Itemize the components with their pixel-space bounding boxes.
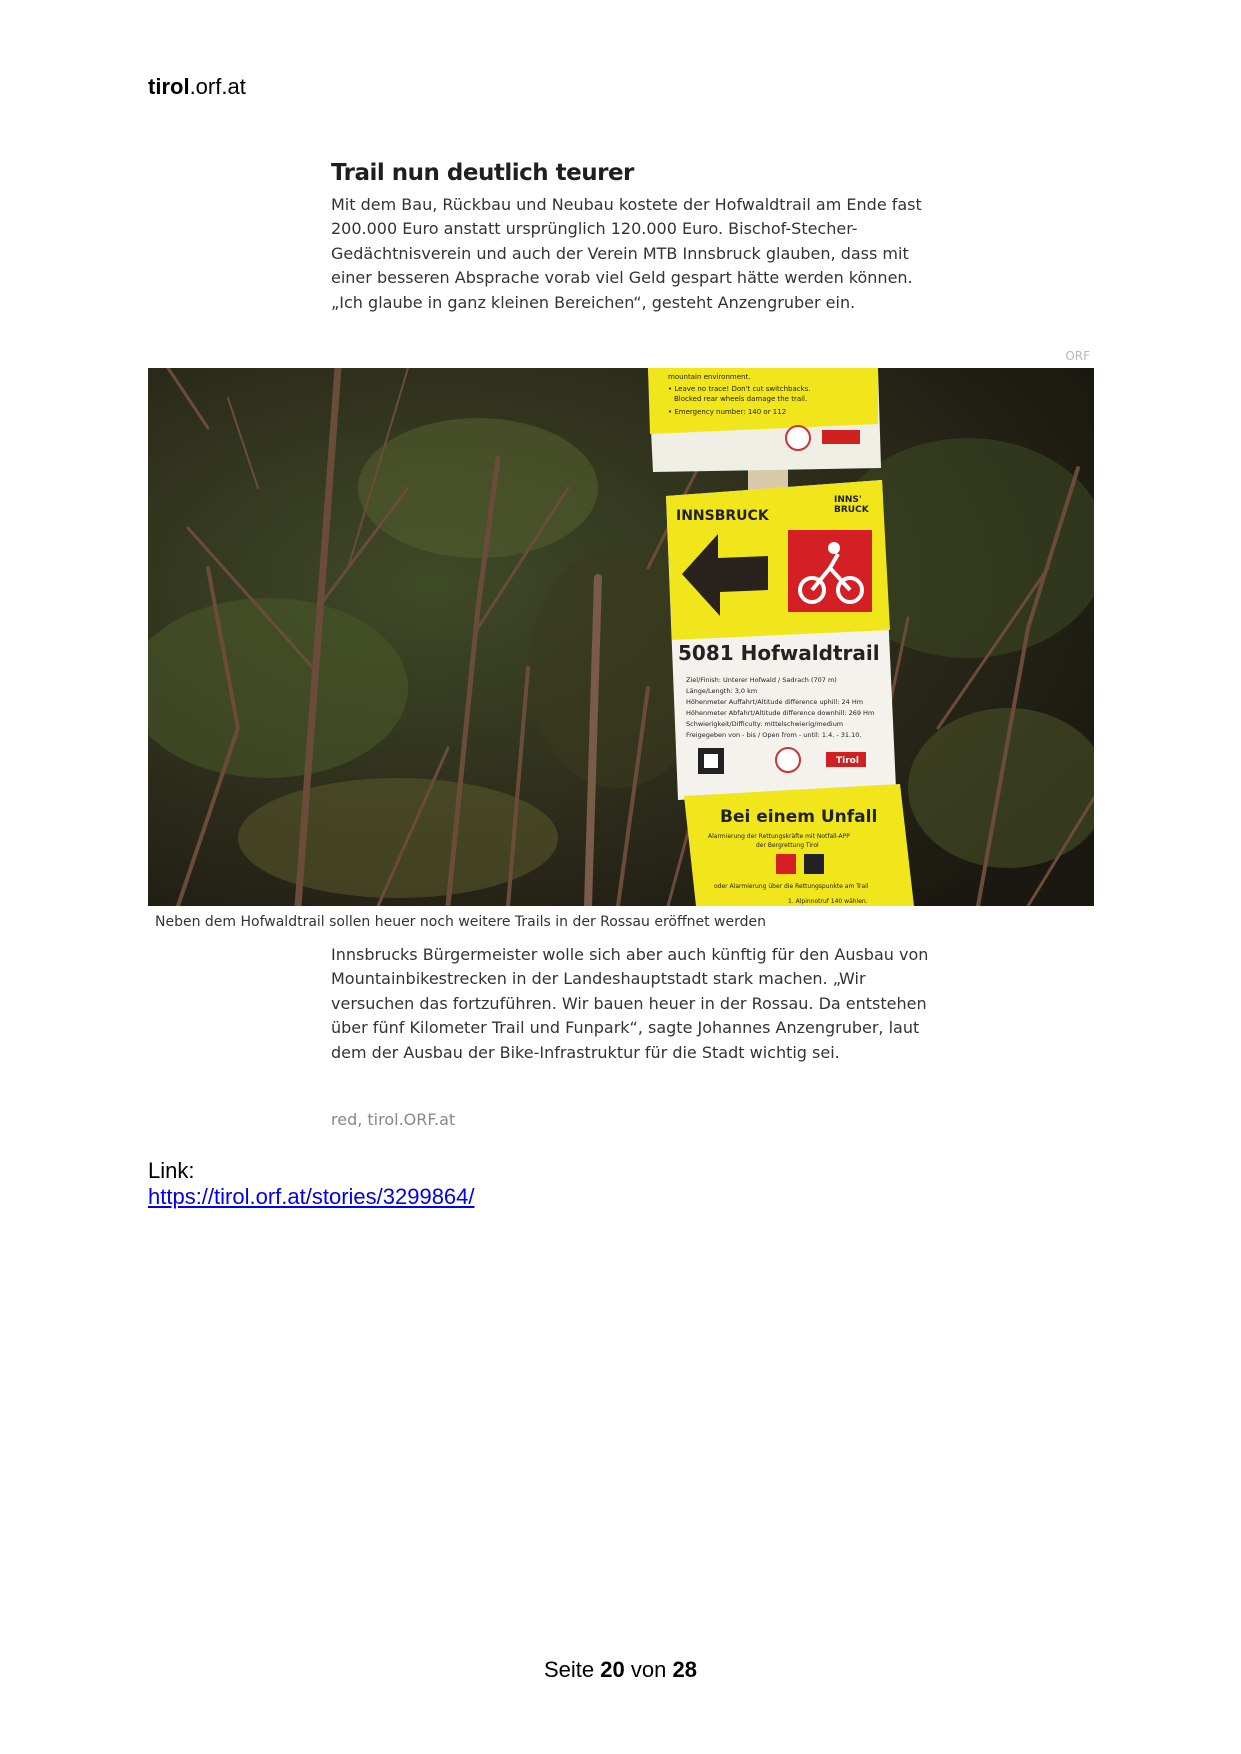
link-label: Link: [148,1158,195,1183]
sign-city: INNSBRUCK [676,508,769,524]
sign-info-3: Höhenmeter Auffahrt/Altitude difference uphill: 24 Hm [686,698,864,706]
accident-sign [684,784,914,906]
sign-info-4: Höhenmeter Abfahrt/Altitude difference downhill: 269 Hm [686,709,875,717]
site-name-domain: .orf.at [189,74,246,99]
footer-total-pages: 28 [672,1657,697,1682]
trail-sign-photo [148,368,1094,906]
article-link[interactable]: https://tirol.orf.at/stories/3299864/ [148,1184,475,1209]
top-sign-line-2: • Leave no trace! Don't cut switchbacks. [668,385,811,393]
footer-prefix: Seite [544,1657,595,1682]
sign-info-6: Freigegeben von - bis / Open from - until: 1.4. - 31.10. [686,731,862,739]
tirol-logo-text: Tirol [836,756,859,766]
image-credit: ORF [1065,349,1090,363]
sign-trail-title: 5081 Hofwaldtrail [678,641,880,665]
article-photo [148,368,1094,906]
sign-info-5: Schwierigkeit/Difficulty: mittelschwierig/medium [686,720,844,728]
accident-title: Bei einem Unfall [720,807,878,827]
top-sign-line-3: Blocked rear wheels damage the trail. [674,395,808,403]
sign-logo-line-2: BRUCK [834,505,869,515]
top-sign-line-1: mountain environment. [668,373,751,381]
accident-qr-icon [804,854,824,874]
accident-line-1: Alarmierung der Rettungskräfte mit Notfall-APP [708,833,850,840]
article-headline: Trail nun deutlich teurer [331,160,634,186]
top-sign-line-4: • Emergency number: 140 or 112 [668,408,787,416]
site-name-bold: tirol [148,74,190,99]
page-footer [0,1657,1241,1683]
sign-info-1: Ziel/Finish: Unterer Hofwald / Sadrach (707 m) [686,676,837,684]
footer-middle: von [630,1657,667,1682]
accident-line-4: 1. Alpinnotruf 140 wählen. [788,898,868,905]
image-caption: Neben dem Hofwaldtrail sollen heuer noch weitere Trails in der Rossau eröffnet werden [155,914,766,930]
site-header [148,74,246,100]
footer-current-page: 20 [600,1657,625,1682]
accident-line-2: der Bergrettung Tirol [756,842,819,849]
sign-logo-line-1: INNS' [834,495,862,505]
article-source: red, tirol.ORF.at [331,1110,456,1129]
article-paragraph-1: Mit dem Bau, Rückbau und Neubau kostete der Hofwaldtrail am Ende fast 200.000 Euro anstatt ursprünglich 120.000 Euro. Bischof-Stecher-Gedächtnisverein und auch der Verein MTB Innsbruck glauben, dass mit einer besseren Absprache vorab viel Geld gespart hätte werden können. „Ich glaube in ganz kleinen Bereichen“, gesteht Anzengruber ein. [331,195,922,312]
top-sign [648,368,881,472]
article-paragraph-2: Innsbrucks Bürgermeister wolle sich aber auch künftig für den Ausbau von Mountainbikestrecken in der Landeshauptstadt stark machen. „Wir versuchen das fortzuführen. Wir bauen heuer in der Rossau. Da entstehen über fünf Kilometer Trail und Funpark“, sagte Johannes Anzengruber, laut dem der Ausbau der Bike-Infrastruktur für die Stadt wichtig sei. [331,945,929,1062]
accident-line-3: oder Alarmierung über die Rettungspunkte am Trail [714,883,869,890]
rescue-app-icon [776,854,796,874]
sign-info-2: Länge/Length: 3,0 km [686,687,758,695]
main-trail-sign [666,480,896,800]
